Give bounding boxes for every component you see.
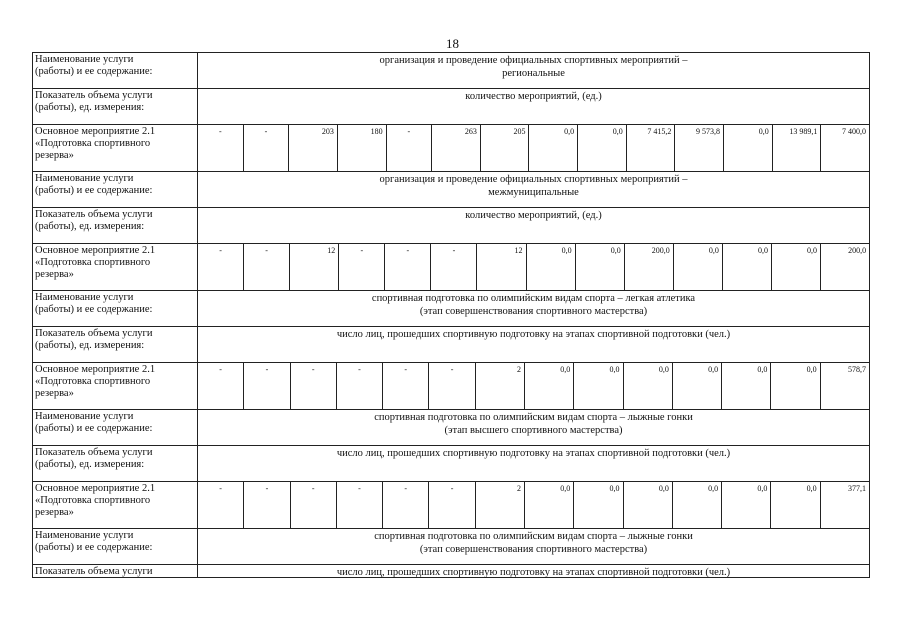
content-line: организация и проведение официальных спортивных мероприятий – bbox=[379, 174, 688, 185]
table-row bbox=[32, 290, 870, 326]
table-cell: 0,0 bbox=[674, 244, 723, 290]
content-line: количество мероприятий, (ед.) bbox=[465, 91, 602, 102]
row-content bbox=[198, 565, 869, 577]
table-row bbox=[32, 207, 870, 243]
table-cell: - bbox=[383, 482, 429, 528]
row-label: Основное мероприятие 2.1 «Подготовка спортивного резерва» bbox=[33, 244, 198, 290]
table-cell: 203 bbox=[289, 125, 338, 171]
content-line: (этап совершенствования спортивного мастерства) bbox=[419, 544, 648, 555]
row-label: Основное мероприятие 2.1 «Подготовка спортивного резерва» bbox=[33, 363, 198, 409]
content-line: число лиц, прошедших спортивную подготовку на этапах спортивной подготовки (чел.) bbox=[336, 567, 731, 578]
table-cell: 0,0 bbox=[771, 363, 820, 409]
table-cell: - bbox=[244, 482, 290, 528]
table-cell: 0,0 bbox=[574, 482, 623, 528]
table-cell: - bbox=[429, 482, 475, 528]
content-line: региональные bbox=[502, 68, 565, 79]
table-cell: 0,0 bbox=[578, 125, 627, 171]
row-content bbox=[198, 446, 869, 481]
page-number: 18 bbox=[446, 36, 459, 51]
table-cell: - bbox=[198, 125, 244, 171]
row-label: Показатель объема услуги (работы), ед. измерения: bbox=[33, 446, 198, 481]
content-line: число лиц, прошедших спортивную подготовку на этапах спортивной подготовки (чел.) bbox=[336, 448, 731, 459]
table-cell: 200,0 bbox=[848, 246, 867, 255]
table-cell: - bbox=[291, 363, 337, 409]
table-cell: 0,0 bbox=[673, 363, 722, 409]
table-row bbox=[32, 243, 870, 290]
table-cell: - bbox=[339, 244, 385, 290]
row-content bbox=[198, 327, 869, 362]
table-cell: 0,0 bbox=[624, 363, 673, 409]
table-row bbox=[32, 171, 870, 207]
table-cell: 7 400,0 bbox=[841, 127, 866, 136]
content-line: организация и проведение официальных спортивных мероприятий – bbox=[379, 55, 688, 66]
table-cell: 0,0 bbox=[724, 125, 773, 171]
table-row bbox=[32, 124, 870, 171]
table-cell: 0,0 bbox=[624, 482, 673, 528]
row-label: Наименование услуги (работы) и ее содержание: bbox=[33, 291, 198, 326]
table-row bbox=[32, 326, 870, 362]
table-cell: - bbox=[429, 363, 475, 409]
row-label: Наименование услуги (работы) и ее содержание: bbox=[33, 53, 198, 88]
content-line: спортивная подготовка по олимпийским видам спорта – лыжные гонки bbox=[374, 531, 693, 542]
table-cell: 2 bbox=[476, 363, 525, 409]
table-cell: - bbox=[291, 482, 337, 528]
table-cell: 200,0 bbox=[625, 244, 674, 290]
row-label: Наименование услуги (работы) и ее содержание: bbox=[33, 410, 198, 445]
table-cell: - bbox=[337, 482, 383, 528]
row-content bbox=[198, 172, 869, 207]
row-content bbox=[198, 53, 869, 88]
table-cell: 7 415,2 bbox=[627, 125, 676, 171]
table-cell: 578,7 bbox=[847, 365, 866, 374]
row-content bbox=[198, 291, 869, 326]
table-cell: 0,0 bbox=[527, 244, 576, 290]
row-label: Основное мероприятие 2.1 «Подготовка спортивного резерва» bbox=[33, 125, 198, 171]
table-cell: 0,0 bbox=[576, 244, 625, 290]
table-cell: 0,0 bbox=[771, 482, 820, 528]
table-cell: 263 bbox=[432, 125, 481, 171]
row-content bbox=[198, 89, 869, 124]
row-label: Показатель объема услуги (работы), ед. измерения: bbox=[33, 89, 198, 124]
table-row bbox=[32, 88, 870, 124]
row-content bbox=[198, 208, 869, 243]
table-row bbox=[32, 445, 870, 481]
table-cell: - bbox=[198, 244, 244, 290]
table-row bbox=[32, 481, 870, 528]
table-cell: 0,0 bbox=[525, 482, 574, 528]
row-label: Наименование услуги (работы) и ее содержание: bbox=[33, 172, 198, 207]
content-line: (этап высшего спортивного мастерства) bbox=[444, 425, 623, 436]
table-row bbox=[32, 409, 870, 445]
row-label: Наименование услуги (работы) и ее содержание: bbox=[33, 529, 198, 564]
table-cell: 205 bbox=[481, 125, 530, 171]
table-cell: - bbox=[383, 363, 429, 409]
table-cell: 12 bbox=[477, 244, 526, 290]
table-cell: - bbox=[431, 244, 477, 290]
content-line: (этап совершенствования спортивного мастерства) bbox=[419, 306, 648, 317]
table-cell: 180 bbox=[338, 125, 387, 171]
table-cell: - bbox=[337, 363, 383, 409]
row-label: Показатель объема услуги (работы), ед. измерения: bbox=[33, 327, 198, 362]
table-row bbox=[32, 564, 870, 578]
table-cell: - bbox=[244, 363, 290, 409]
row-label: Показатель объема услуги (работы), ед. измерения: bbox=[33, 208, 198, 243]
table-cell: 0,0 bbox=[574, 363, 623, 409]
table-cell: 377,1 bbox=[847, 484, 866, 493]
row-content bbox=[198, 410, 869, 445]
table-cell: 0,0 bbox=[722, 363, 771, 409]
table-cell: 2 bbox=[476, 482, 525, 528]
table-row bbox=[32, 52, 870, 88]
table-cell: - bbox=[385, 244, 431, 290]
table-cell: 0,0 bbox=[529, 125, 578, 171]
content-line: спортивная подготовка по олимпийским видам спорта – лыжные гонки bbox=[374, 412, 693, 423]
content-line: межмуниципальные bbox=[488, 187, 579, 198]
table-cell: 0,0 bbox=[673, 482, 722, 528]
table-cell: 0,0 bbox=[723, 244, 772, 290]
table-cell: 0,0 bbox=[525, 363, 574, 409]
row-label: Основное мероприятие 2.1 «Подготовка спортивного резерва» bbox=[33, 482, 198, 528]
row-label: Показатель объема услуги bbox=[33, 565, 198, 577]
table-row bbox=[32, 362, 870, 409]
table-cell: 13 989,1 bbox=[773, 125, 822, 171]
row-content bbox=[198, 529, 869, 564]
content-line: число лиц, прошедших спортивную подготовку на этапах спортивной подготовки (чел.) bbox=[336, 329, 731, 340]
table-cell: 0,0 bbox=[772, 244, 821, 290]
table-row bbox=[32, 528, 870, 564]
table-cell: 9 573,8 bbox=[675, 125, 724, 171]
table-cell: - bbox=[198, 482, 244, 528]
table-cell: - bbox=[244, 125, 290, 171]
services-table bbox=[32, 52, 870, 578]
content-line: спортивная подготовка по олимпийским видам спорта – легкая атлетика bbox=[371, 293, 696, 304]
table-cell: 12 bbox=[290, 244, 339, 290]
table-cell: - bbox=[244, 244, 290, 290]
table-cell: - bbox=[198, 363, 244, 409]
table-cell: - bbox=[387, 125, 433, 171]
table-cell: 0,0 bbox=[722, 482, 771, 528]
content-line: количество мероприятий, (ед.) bbox=[465, 210, 602, 221]
